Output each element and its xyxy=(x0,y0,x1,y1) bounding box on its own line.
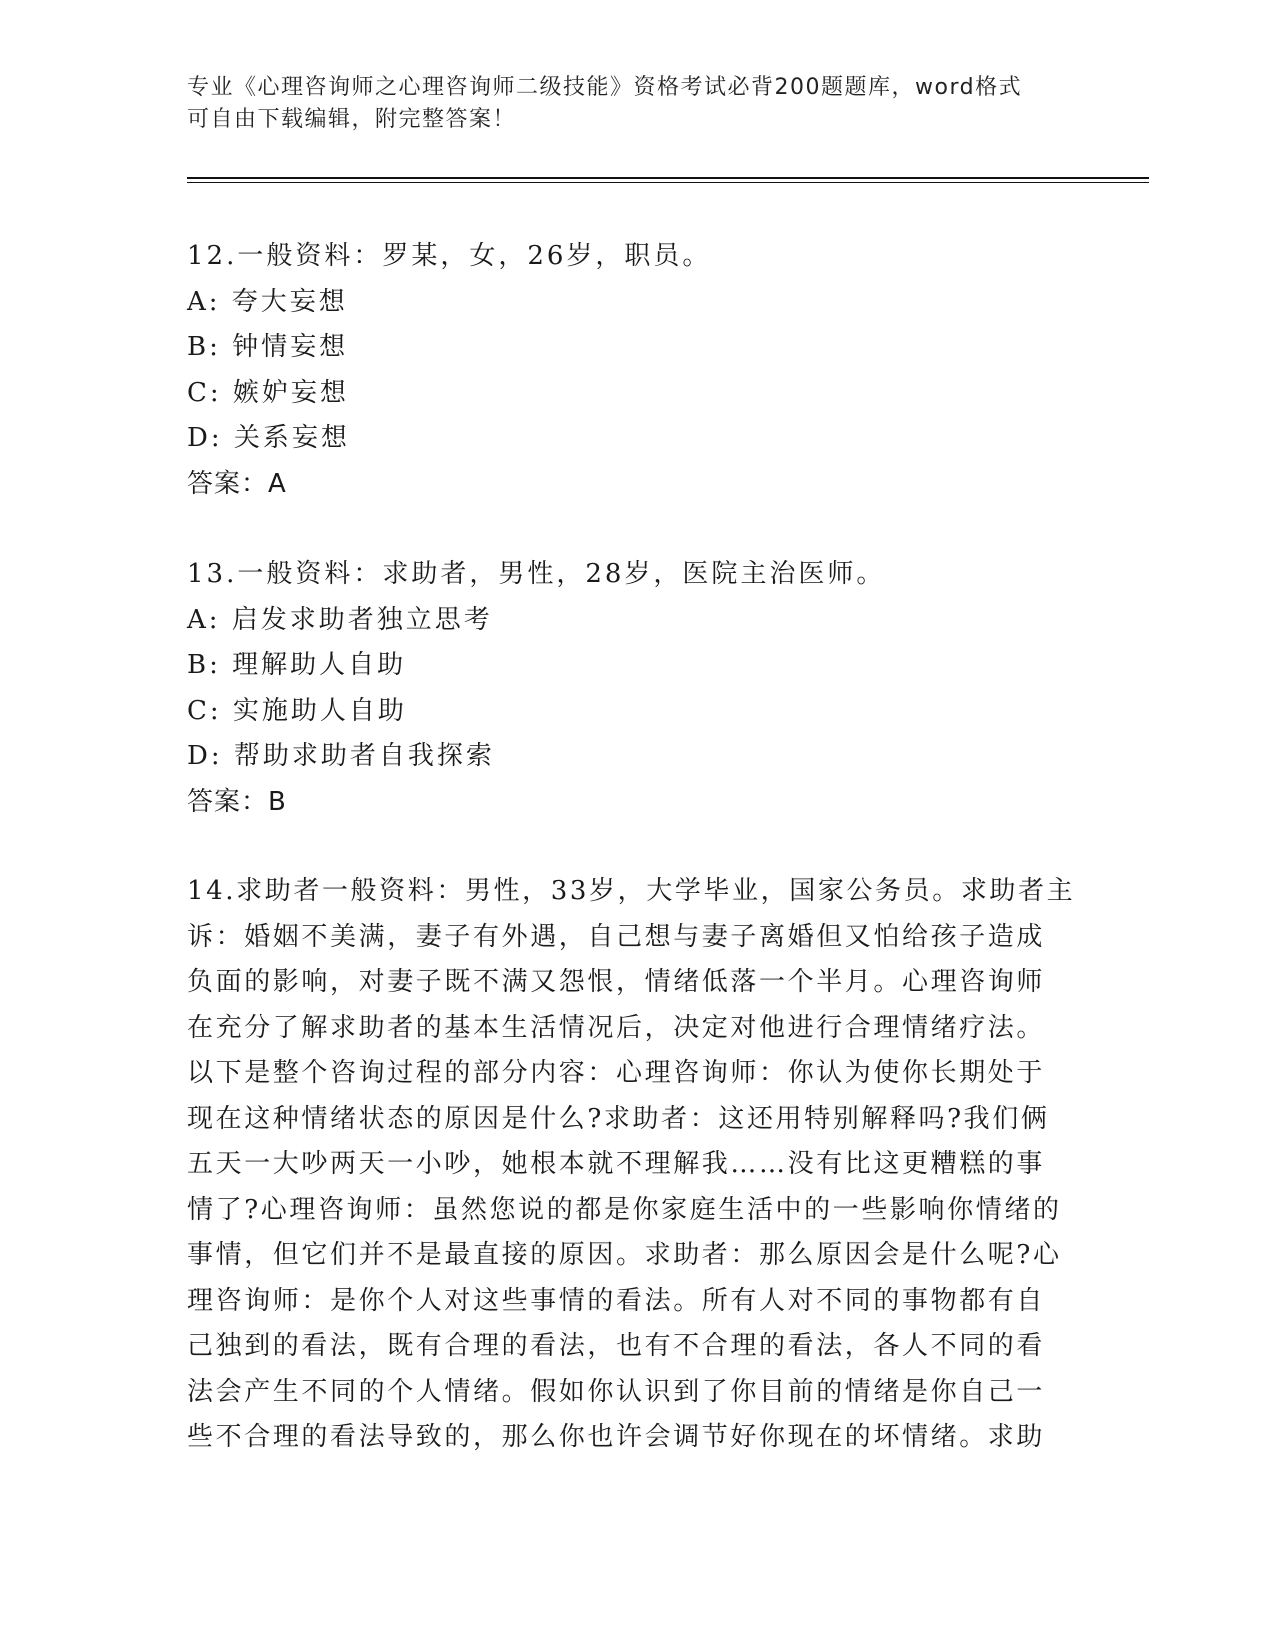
question-stem: 13.一般资料：求助者，男性，28岁，医院主治医师。 xyxy=(187,559,886,589)
option-b: B: 钟情妄想 xyxy=(187,332,349,362)
paragraph-line: 诉：婚姻不美满，妻子有外遇，自己想与妻子离婚但又怕给孩子造成 xyxy=(187,921,1046,952)
paragraph-line: 五天一大吵两天一小吵，她根本就不理解我……没有比这更糟糕的事 xyxy=(187,1149,1046,1179)
option-d: D: 关系妄想 xyxy=(187,423,350,453)
paragraph-line: 理咨询师：是你个人对这些事情的看法。所有人对不同的事物都有自 xyxy=(187,1285,1046,1316)
option-a: A: 夸大妄想 xyxy=(187,286,348,317)
paragraph-line: 己独到的看法，既有合理的看法，也有不合理的看法，各人不同的看 xyxy=(187,1331,1046,1361)
header-line: 可自由下载编辑，附完整答案！ xyxy=(187,107,517,132)
paragraph-line: 些不合理的看法导致的，那么你也许会调节好你现在的坏情绪。求助 xyxy=(187,1422,1046,1452)
paragraph-line: 现在这种情绪状态的原因是什么?求助者：这还用特别解释吗?我们俩 xyxy=(187,1103,1050,1134)
paragraph-line: 14.求助者一般资料：男性，33岁，大学毕业，国家公务员。求助者主 xyxy=(187,876,1076,906)
paragraph-line: 情了?心理咨询师：虽然您说的都是你家庭生活中的一些影响你情绪的 xyxy=(187,1194,1062,1225)
paragraph-line: 法会产生不同的个人情绪。假如你认识到了你目前的情绪是你自己一 xyxy=(187,1376,1046,1407)
option-c: C: 实施助人自助 xyxy=(187,695,407,726)
question-stem: 12.一般资料：罗某，女，26岁，职员。 xyxy=(187,241,712,271)
option-d: D: 帮助求助者自我探索 xyxy=(187,741,495,771)
option-b: B: 理解助人自助 xyxy=(187,650,407,680)
header-divider xyxy=(187,177,1149,179)
answer: 答案：B xyxy=(187,786,287,817)
answer: 答案：A xyxy=(187,468,287,499)
paragraph-line: 事情，但它们并不是最直接的原因。求助者：那么原因会是什么呢?心 xyxy=(187,1240,1062,1270)
question-12 xyxy=(187,234,1087,507)
header-line: 专业《心理咨询师之心理咨询师二级技能》资格考试必背200题题库，word格式 xyxy=(187,75,1023,100)
header-divider xyxy=(187,182,1149,183)
option-a: A: 启发求助者独立思考 xyxy=(187,604,493,635)
paragraph-line: 在充分了解求助者的基本生活情况后，决定对他进行合理情绪疗法。 xyxy=(187,1012,1046,1043)
paragraph-line: 以下是整个咨询过程的部分内容：心理咨询师：你认为使你长期处于 xyxy=(187,1058,1046,1088)
question-13 xyxy=(187,552,1087,825)
question-14 xyxy=(187,869,1087,1461)
option-c: C: 嫉妒妄想 xyxy=(187,377,349,408)
paragraph-line: 负面的影响，对妻子既不满又怨恨，情绪低落一个半月。心理咨询师 xyxy=(187,967,1046,997)
document-header xyxy=(187,72,1067,136)
